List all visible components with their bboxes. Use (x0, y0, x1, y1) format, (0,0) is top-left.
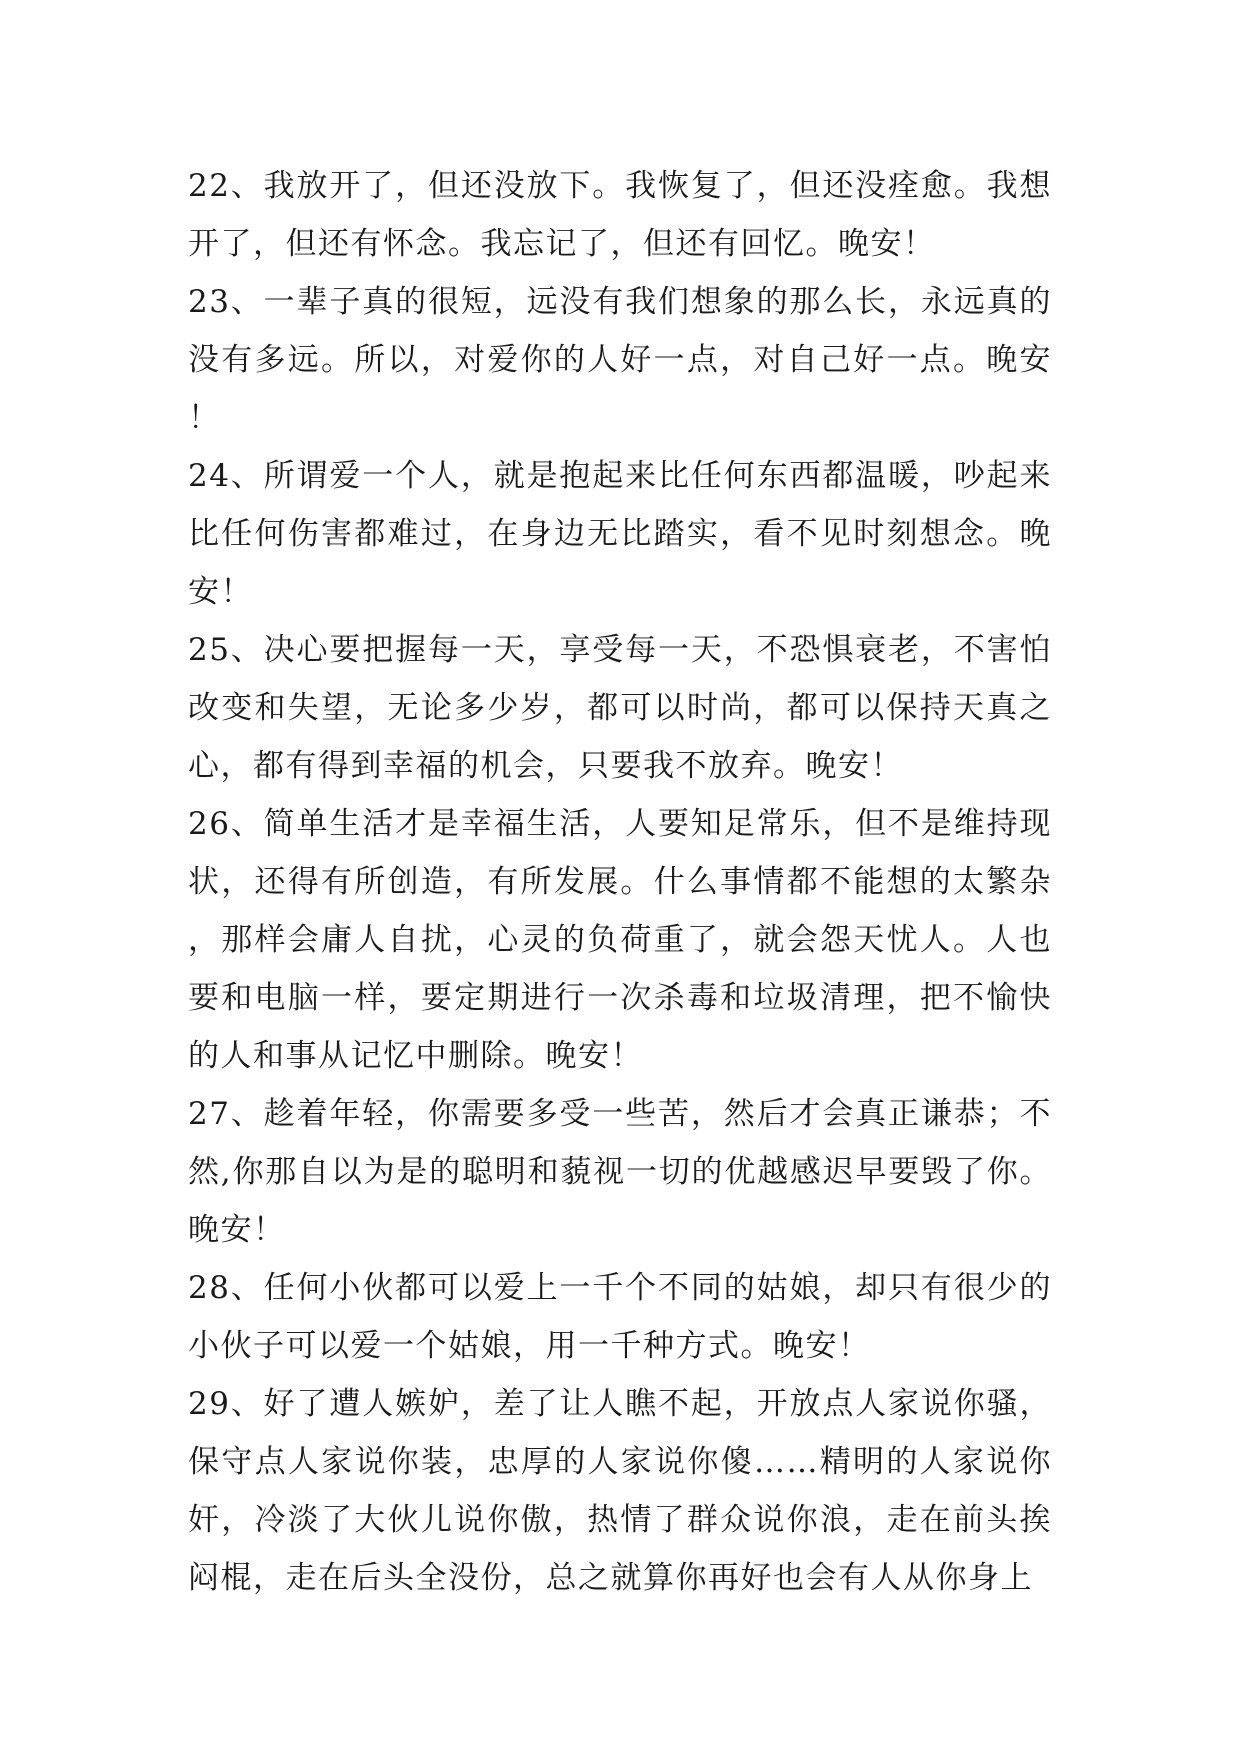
paragraph-24: 24、所谓爱一个人，就是抱起来比任何东西都温暖，吵起来比任何伤害都难过，在身边无比踏实，看不见时刻想念。晚安！ (188, 458, 1052, 610)
paragraph-27: 27、趁着年轻，你需要多受一些苦，然后才会真正谦恭；不然,你那自以为是的聪明和藐视一切的优越感迟早要毁了你。晚安！ (188, 1096, 1052, 1248)
paragraph-22: 22、我放开了，但还没放下。我恢复了，但还没痊愈。我想开了，但还有怀念。我忘记了，但还有回忆。晚安！ (188, 168, 1052, 262)
paragraph-25: 25、决心要把握每一天，享受每一天，不恐惧衰老，不害怕改变和失望，无论多少岁，都可以时尚，都可以保持天真之心，都有得到幸福的机会，只要我不放弃。晚安！ (188, 632, 1052, 784)
paragraph-28: 28、任何小伙都可以爱上一千个不同的姑娘，却只有很少的小伙子可以爱一个姑娘，用一千种方式。晚安！ (188, 1270, 1052, 1364)
document-body (188, 157, 1052, 1607)
paragraph-29: 29、好了遭人嫉妒，差了让人瞧不起，开放点人家说你骚，保守点人家说你装，忠厚的人家说你傻……精明的人家说你奸，冷淡了大伙儿说你傲，热情了群众说你浪，走在前头挨闷棍，走在后头全没份，总之就算你再好也会有人从你身上 (188, 1386, 1052, 1596)
paragraph-23: 23、一辈子真的很短，远没有我们想象的那么长，永远真的没有多远。所以，对爱你的人好一点，对自己好一点。晚安！ (188, 284, 1052, 436)
paragraph-26: 26、简单生活才是幸福生活，人要知足常乐，但不是维持现状，还得有所创造，有所发展。什么事情都不能想的太繁杂，那样会庸人自扰，心灵的负荷重了，就会怨天忧人。人也要和电脑一样，要定期进行一次杀毒和垃圾清理，把不愉快的人和事从记忆中删除。晚安！ (188, 806, 1052, 1074)
